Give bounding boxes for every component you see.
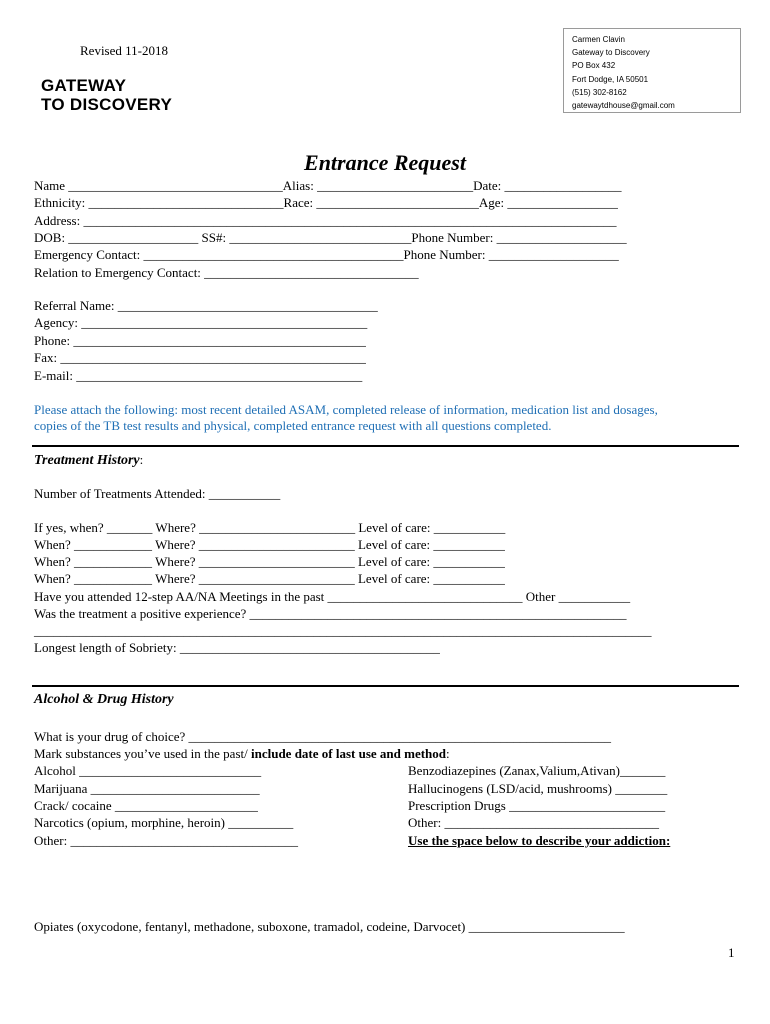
contact-email: gatewaytdhouse@gmail.com: [572, 101, 675, 111]
substance-prescription-line: Prescription Drugs ________________________: [408, 798, 666, 813]
substance-alcohol-line: Alcohol ____________________________: [34, 763, 262, 778]
contact-name: Carmen Clavin: [572, 35, 625, 44]
blank-answer-line: _______________________________________________________________________________________________: [34, 623, 652, 638]
section-divider: [32, 685, 739, 687]
contact-po-box: PO Box 432: [572, 61, 616, 71]
treatments-count-line: Number of Treatments Attended: ___________: [34, 486, 281, 501]
alcohol-drug-history-heading: Alcohol & Drug History: [34, 692, 174, 707]
contact-box: [563, 28, 741, 113]
attachment-note-line-2: copies of the TB test results and physical, completed entrance request with all questions completed.: [34, 418, 552, 433]
substance-marijuana-line: Marijuana __________________________: [34, 781, 260, 796]
referral-name-line: Referral Name: ________________________________________: [34, 298, 378, 313]
substance-narcotics-line: Narcotics (opium, morphine, heroin) __________: [34, 815, 294, 830]
referral-fax-line: Fax: _______________________________________________: [34, 350, 366, 365]
treatment-history-colon: :: [139, 452, 144, 467]
emergency-relation-line: Relation to Emergency Contact: _________________________________: [34, 265, 419, 280]
substance-other-right-line: Other: _________________________________: [408, 815, 659, 830]
page-number: 1: [728, 945, 735, 960]
address-line: Address: __________________________________________________________________________________: [34, 213, 617, 228]
dob-ssn-phone-line: DOB: ____________________ SS#: ____________________________Phone Number: ____________________: [34, 230, 627, 245]
describe-addiction-instruction: Use the space below to describe your addiction:: [408, 833, 671, 848]
contact-phone: (515) 302-8162: [572, 87, 627, 97]
substance-benzodiazepines-line: Benzodiazepines (Zanax,Valium,Ativan)_______: [408, 763, 666, 778]
substance-other-left-line: Other: ___________________________________: [34, 833, 298, 848]
referral-phone-line: Phone: _____________________________________________: [34, 333, 366, 348]
substance-cocaine-line: Crack/ cocaine ______________________: [34, 798, 258, 813]
treatment-row: When? ____________ Where? ________________________ Level of care: ___________: [34, 537, 505, 552]
referral-email-line: E-mail: ____________________________________________: [34, 368, 363, 383]
emergency-contact-line: Emergency Contact: ________________________________________Phone Number: ____________________: [34, 247, 619, 262]
treatment-row: When? ____________ Where? ________________________ Level of care: ___________: [34, 554, 505, 569]
page-title: Entrance Request: [304, 150, 466, 175]
revised-date: Revised 11-2018: [80, 43, 168, 58]
attachment-note-line-1: Please attach the following: most recent detailed ASAM, completed release of information, medication list and dosages,: [34, 402, 658, 417]
contact-org: Gateway to Discovery: [572, 48, 650, 58]
drug-of-choice-line: What is your drug of choice? _________________________________________________________________: [34, 729, 612, 744]
logo-line-1: GATEWAY: [41, 76, 127, 95]
section-divider: [32, 445, 739, 447]
opiates-line: Opiates (oxycodone, fentanyl, methadone, suboxone, tramadol, codeine, Darvocet) ________________________: [34, 919, 625, 934]
treatment-history-title: Treatment History: [34, 453, 140, 468]
name-alias-date-line: Name _________________________________Alias: ________________________Date: __________________: [34, 178, 622, 193]
mark-substances-bold: include date of last use and method: [250, 746, 447, 761]
substance-hallucinogens-line: Hallucinogens (LSD/acid, mushrooms) ________: [408, 781, 668, 796]
treatment-row: If yes, when? _______ Where? ________________________ Level of care: ___________: [34, 520, 506, 535]
logo-line-2: TO DISCOVERY: [41, 95, 173, 114]
mark-substances-colon: :: [446, 746, 450, 761]
sobriety-line: Longest length of Sobriety: ________________________________________: [34, 640, 440, 655]
mark-substances-text: Mark substances you’ve used in the past/: [34, 746, 251, 761]
treatment-row: When? ____________ Where? ________________________ Level of care: ___________: [34, 571, 505, 586]
contact-city: Fort Dodge, IA 50501: [572, 74, 649, 84]
gateway-logo: [41, 76, 172, 114]
treatment-history-heading: [34, 451, 143, 469]
ethnicity-race-age-line: Ethnicity: ______________________________Race: _________________________Age: _________________: [34, 195, 618, 210]
mark-substances-line: [34, 745, 450, 762]
referral-agency-line: Agency: ____________________________________________: [34, 315, 368, 330]
meetings-line: Have you attended 12-step AA/NA Meetings in the past ______________________________ Other ___________: [34, 589, 631, 604]
positive-experience-line: Was the treatment a positive experience? __________________________________________________________: [34, 606, 627, 621]
